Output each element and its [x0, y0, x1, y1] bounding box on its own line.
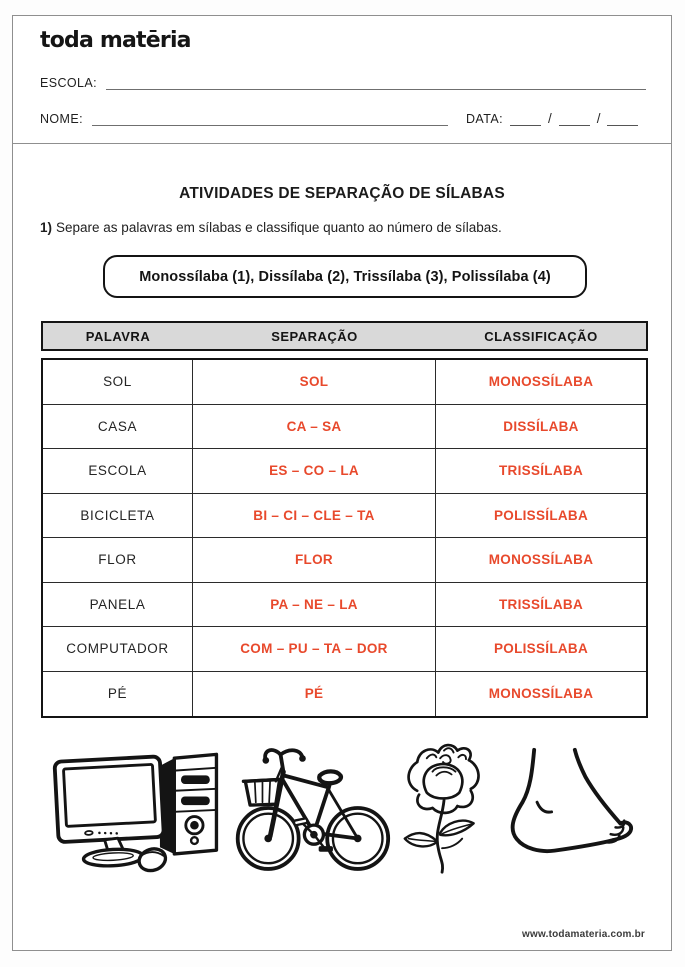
- brand-logo: toda matēria: [40, 28, 191, 53]
- syllable-table-body: [41, 358, 648, 718]
- date-separator: /: [547, 111, 552, 126]
- worksheet-sheet: [12, 15, 672, 951]
- table-cell-word: CASA: [43, 405, 193, 450]
- footer-url: www.todamateria.com.br: [522, 929, 645, 940]
- table-cell-classification: MONOSSÍLABA: [436, 538, 646, 583]
- instruction-number: 1): [40, 220, 53, 235]
- table-cell-classification: TRISSÍLABA: [436, 449, 646, 494]
- name-label: NOME:: [40, 112, 83, 126]
- table-cell-word: BICICLETA: [43, 494, 193, 539]
- date-day-blank: [510, 112, 541, 126]
- date-year-blank: [607, 112, 638, 126]
- content-section: [13, 144, 671, 950]
- table-cell-separation: FLOR: [193, 538, 436, 583]
- school-blank-line: [106, 76, 646, 90]
- table-cell-classification: DISSÍLABA: [436, 405, 646, 450]
- flower-illustration: [397, 741, 491, 875]
- table-cell-word: SOL: [43, 360, 193, 405]
- column-header-word: PALAVRA: [85, 328, 151, 344]
- header-section: [13, 16, 671, 144]
- table-cell-word: PÉ: [43, 672, 193, 717]
- date-label: DATA:: [465, 112, 503, 126]
- column-header-classification: CLASSIFICAÇÃO: [484, 328, 598, 344]
- table-cell-classification: POLISSÍLABA: [436, 494, 646, 539]
- classification-legend-box: [103, 255, 587, 298]
- name-date-field-row: [40, 111, 655, 126]
- table-cell-separation: PA – NE – LA: [193, 583, 436, 628]
- instruction-body: Separe as palavras em sílabas e classifique quanto ao número de sílabas.: [56, 220, 502, 235]
- instruction-text: [40, 220, 502, 235]
- table-cell-classification: MONOSSÍLABA: [436, 360, 646, 405]
- bicycle-illustration: [232, 741, 392, 875]
- table-cell-classification: POLISSÍLABA: [436, 627, 646, 672]
- table-cell-separation: BI – CI – CLE – TA: [193, 494, 436, 539]
- table-cell-word: ESCOLA: [43, 449, 193, 494]
- table-cell-classification: MONOSSÍLABA: [488, 686, 594, 702]
- table-cell-separation: CA – SA: [193, 405, 436, 450]
- illustration-row: [41, 738, 648, 878]
- worksheet-title: ATIVIDADES DE SEPARAÇÃO DE SÍLABAS: [179, 185, 505, 202]
- school-label: ESCOLA:: [40, 76, 97, 90]
- table-cell-word: COMPUTADOR: [43, 627, 193, 672]
- foot-illustration: [496, 746, 644, 870]
- school-field-row: [40, 76, 646, 90]
- table-cell-separation: COM – PU – TA – DOR: [193, 627, 436, 672]
- table-cell-classification: TRISSÍLABA: [436, 583, 646, 628]
- date-separator: /: [596, 111, 601, 126]
- syllable-table-header: [41, 321, 648, 351]
- table-cell-word: PANELA: [43, 583, 193, 628]
- date-month-blank: [559, 112, 590, 126]
- table-cell-separation: PÉ: [193, 672, 436, 717]
- computer-illustration: [45, 741, 227, 875]
- table-cell-separation: ES – CO – LA: [193, 449, 436, 494]
- table-cell-separation: SOL: [193, 360, 436, 405]
- legend-text: Monossílaba (1), Dissílaba (2), Trissílaba (3), Polissílaba (4): [139, 268, 551, 285]
- table-cell-word: FLOR: [43, 538, 193, 583]
- name-blank-line: [92, 112, 448, 126]
- column-header-separation: SEPARAÇÃO: [271, 328, 358, 344]
